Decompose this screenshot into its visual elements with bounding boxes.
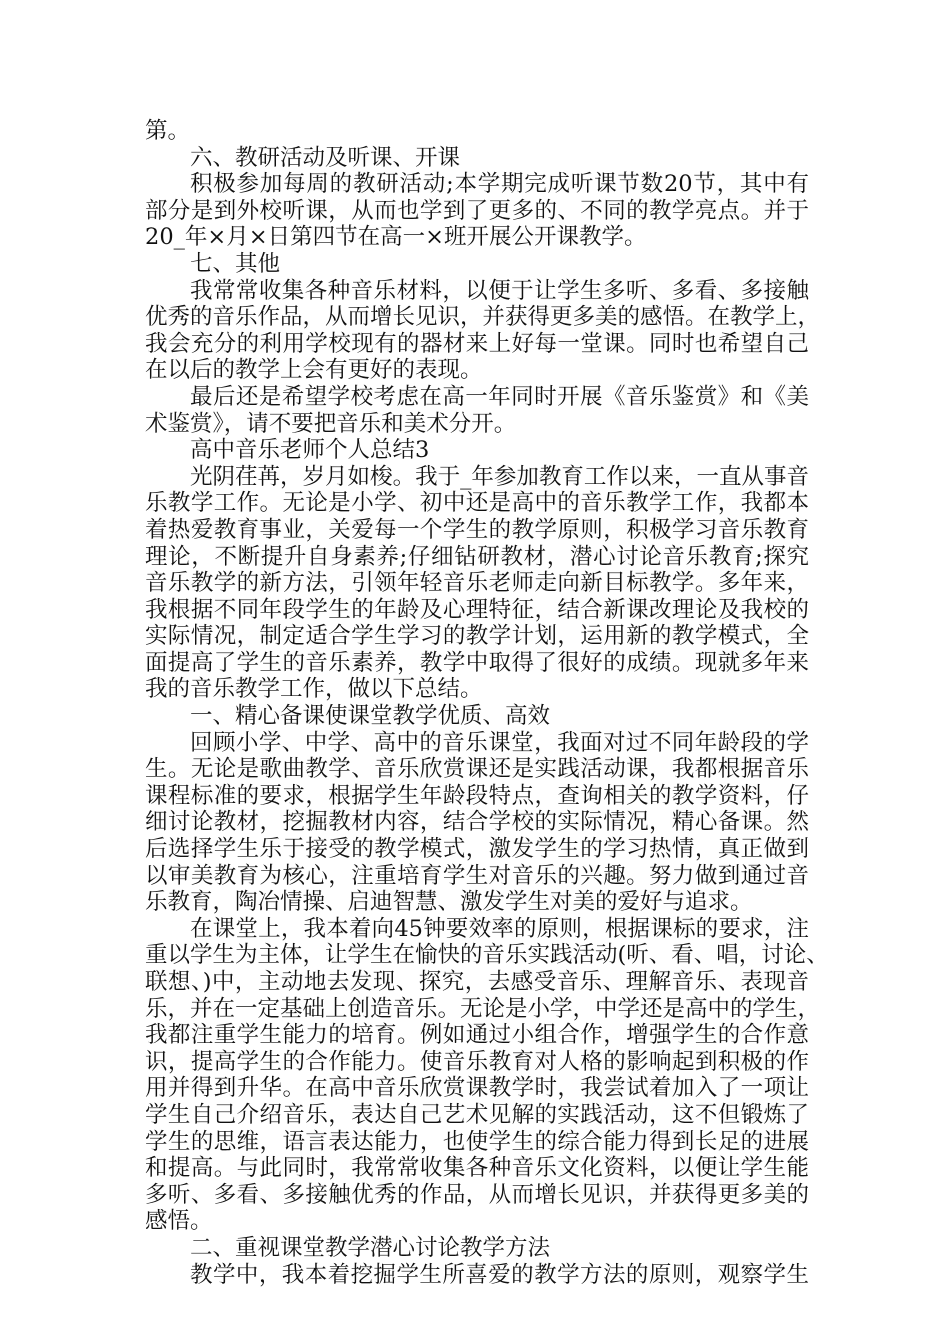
text-line: 和提高。与此同时，我常常收集各种音乐文化资料，以便让学生能 — [145, 1155, 809, 1182]
text-line: 细讨论教材，挖掘教材内容，结合学校的实际情况，精心备课。然 — [145, 809, 809, 836]
text-line: 乐教学工作。无论是小学、初中还是高中的音乐教学工作，我都本 — [145, 490, 809, 517]
text-line: 我根据不同年段学生的年龄及心理特征，结合新课改理论及我校的 — [145, 596, 809, 623]
text-line: 以审美教育为核心，注重培育学生对音乐的兴趣。努力做到通过音 — [145, 862, 809, 889]
text-line: 积极参加每周的教研活动;本学期完成听课节数20节，其中有 — [190, 171, 809, 198]
text-line: 用并得到升华。在高中音乐欣赏课教学时，我尝试着加入了一项让 — [145, 1075, 809, 1102]
text-line: 术鉴赏》，请不要把音乐和美术分开。 — [145, 410, 517, 437]
text-line: 第。 — [145, 118, 191, 144]
text-line: 理论，不断提升自身素养;仔细钻研教材，潜心讨论音乐教育;探究 — [145, 543, 809, 570]
text-line: 学生的思维，语言表达能力，也使学生的综合能力得到长足的进展 — [145, 1128, 809, 1155]
text-line: 我的音乐教学工作，做以下总结。 — [145, 676, 483, 703]
document-page — [145, 118, 829, 1288]
text-line: 20_年×月×日第四节在高一×班开展公开课教学。 — [145, 224, 647, 251]
section-heading: 二、重视课堂教学潜心讨论教学方法 — [190, 1234, 551, 1261]
section-heading: 高中音乐老师个人总结3 — [190, 437, 430, 464]
text-line: 面提高了学生的音乐素养，教学中取得了很好的成绩。现就多年来 — [145, 649, 809, 676]
text-line: 乐，并在一定基础上创造音乐。无论是小学，中学还是高中的学生， — [145, 995, 821, 1022]
text-line: 回顾小学、中学、高中的音乐课堂，我面对过不同年龄段的学 — [190, 729, 809, 756]
text-line: 在课堂上，我本着向45钟要效率的原则，根据课标的要求，注 — [190, 915, 809, 942]
section-heading: 一、精心备课使课堂教学优质、高效 — [190, 703, 551, 730]
text-line: 后选择学生乐于接受的教学模式，激发学生的学习热情，真正做到 — [145, 836, 809, 863]
text-line: 生。无论是歌曲教学、音乐欣赏课还是实践活动课，我都根据音乐 — [145, 756, 809, 783]
text-line: 多听、多看、多接触优秀的作品，从而增长见识，并获得更多美的 — [145, 1181, 809, 1208]
text-line: 光阴荏苒，岁月如梭。我于_年参加教育工作以来，一直从事音 — [190, 463, 809, 490]
text-line: 着热爱教育事业，关爱每一个学生的教学原则，积极学习音乐教育 — [145, 516, 809, 543]
text-line: 优秀的音乐作品，从而增长见识，并获得更多美的感悟。在教学上， — [145, 304, 821, 331]
text-line: 重以学生为主体，让学生在愉快的音乐实践活动(听、看、唱，讨论、 — [145, 942, 829, 969]
text-line: 学生自己介绍音乐，表达自己艺术见解的实践活动，这不但锻炼了 — [145, 1101, 809, 1128]
text-line: 在以后的教学上会有更好的表现。 — [145, 357, 483, 384]
section-heading: 六、教研活动及听课、开课 — [190, 144, 461, 171]
text-line: 最后还是希望学校考虑在高一年同时开展《音乐鉴赏》和《美 — [190, 383, 809, 410]
text-line: 教学中，我本着挖掘学生所喜爱的教学方法的原则，观察学生 — [190, 1261, 809, 1288]
text-line: 我都注重学生能力的培育。例如通过小组合作，增强学生的合作意 — [145, 1022, 809, 1049]
text-line: 我会充分的利用学校现有的器材来上好每一堂课。同时也希望自己 — [145, 330, 809, 357]
text-line: 课程标准的要求，根据学生年龄段特点，查询相关的教学资料，仔 — [145, 782, 809, 809]
text-line: 部分是到外校听课，从而也学到了更多的、不同的教学亮点。并于 — [145, 197, 809, 224]
text-line: 感悟。 — [145, 1208, 213, 1235]
text-line: 乐教育，陶冶情操、启迪智慧、激发学生对美的爱好与追求。 — [145, 889, 753, 916]
text-line: 联想、)中，主动地去发现、探究，去感受音乐、理解音乐、表现音 — [145, 969, 809, 995]
text-line: 我常常收集各种音乐材料，以便于让学生多听、多看、多接触 — [190, 277, 809, 304]
text-line: 实际情况，制定适合学生学习的教学计划，运用新的教学模式，全 — [145, 623, 809, 650]
text-line: 识，提高学生的合作能力。使音乐教育对人格的影响起到积极的作 — [145, 1048, 809, 1075]
section-heading: 七、其他 — [190, 250, 281, 277]
text-line: 音乐教学的新方法，引领年轻音乐老师走向新目标教学。多年来， — [145, 570, 809, 597]
